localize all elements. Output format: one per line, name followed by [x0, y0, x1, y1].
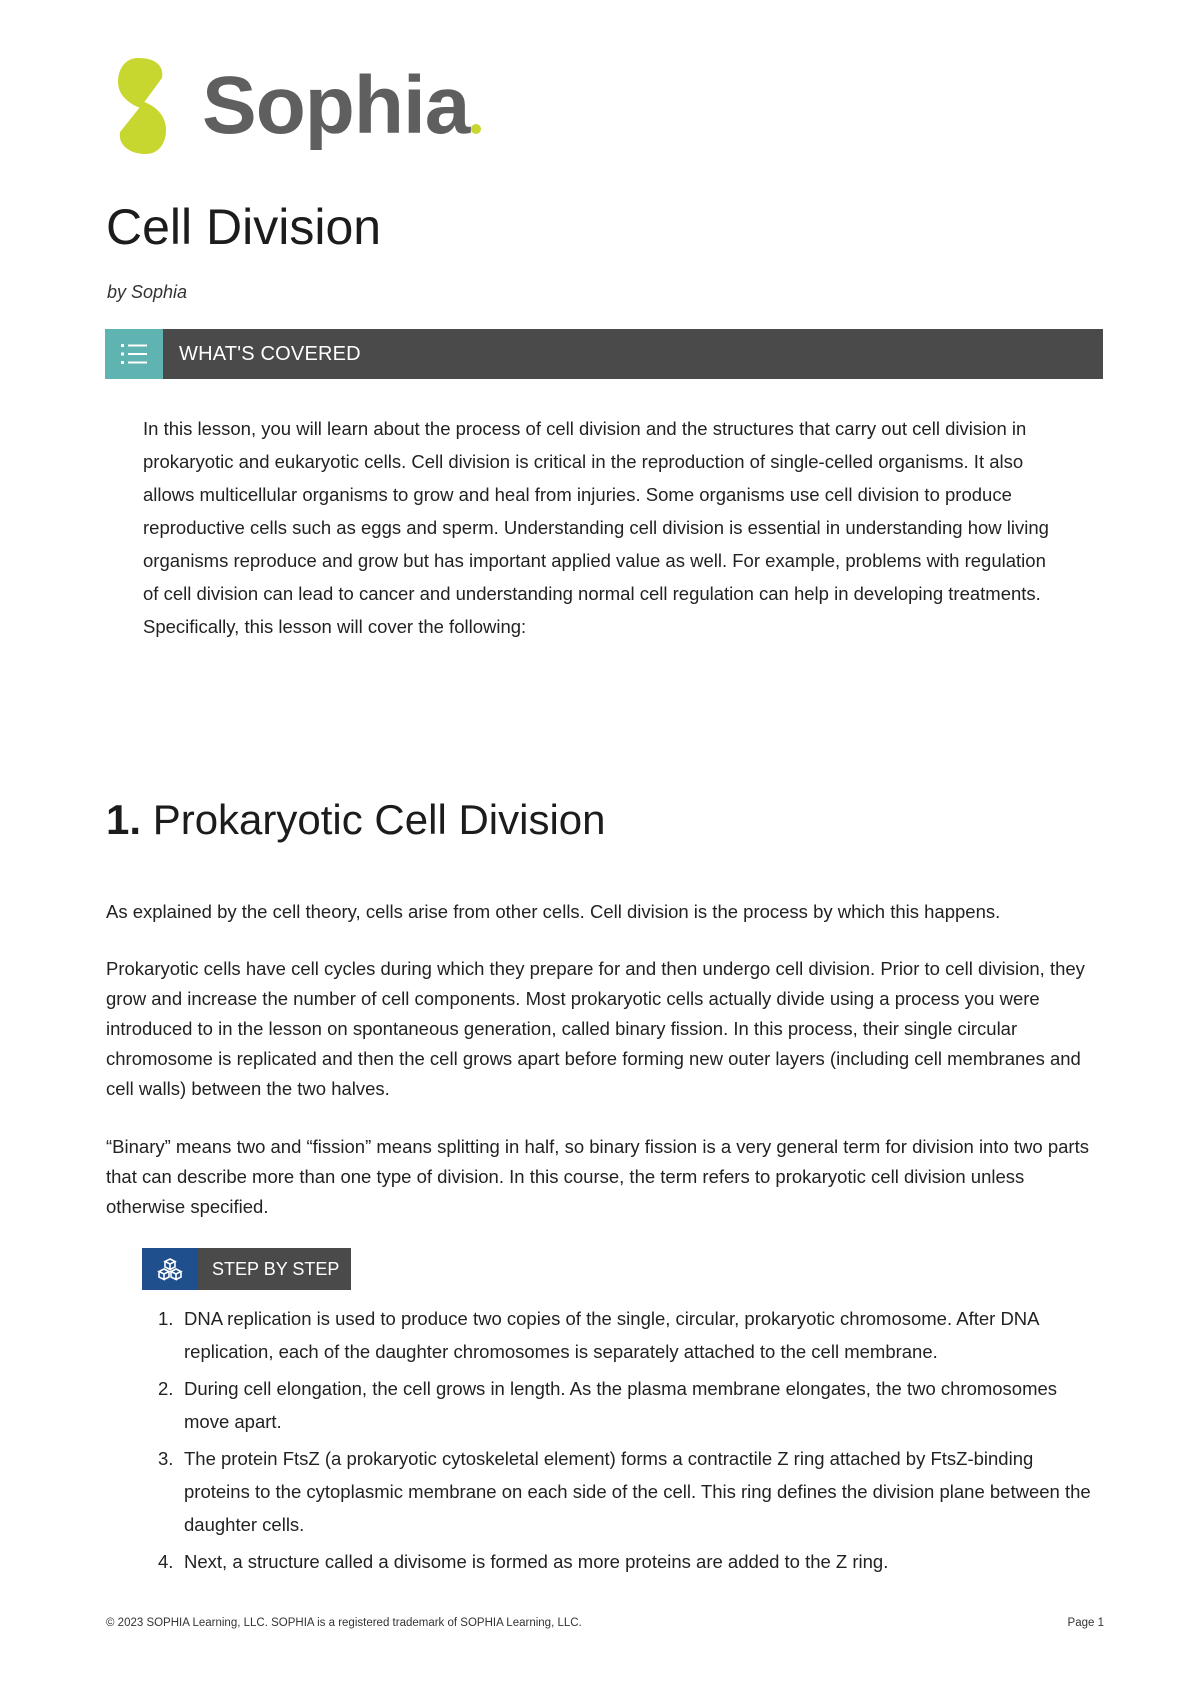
step-number: 3. [158, 1448, 174, 1469]
step-number: 2. [158, 1378, 174, 1399]
intro-paragraph: In this lesson, you will learn about the process of cell division and the structures that carry out cell division in prokaryotic and eukaryotic cells. Cell division is critical in the reproduction of single-celled organisms. It also allows multicellular organisms to grow and heal from injuries. Some organisms use cell division to produce reproductive cells such as eggs and sperm. Understanding cell division is essential in understanding how living organisms reproduce and grow but has important applied value as well. For example, problems with regulation of cell division can lead to cancer and understanding normal cell regulation can help in developing treatments. Specifically, this lesson will cover the following: [143, 418, 1049, 637]
step-by-step-label: STEP BY STEP [212, 1258, 340, 1279]
copyright-notice: © 2023 SOPHIA Learning, LLC. SOPHIA is a registered trademark of SOPHIA Learning, LLC. [106, 1617, 582, 1629]
step-number: 1. [158, 1308, 174, 1329]
whats-covered-banner [105, 329, 1103, 379]
list-item [150, 1372, 1100, 1438]
list-icon [120, 342, 148, 366]
page-footer [106, 1617, 1104, 1629]
brand-name: Sophia [202, 60, 470, 151]
list-item [150, 1442, 1100, 1541]
step-icon-box [142, 1248, 198, 1290]
cubes-icon [157, 1257, 183, 1281]
banner-icon-box [105, 329, 163, 379]
step-list [150, 1302, 1100, 1582]
sophia-logo-mark-icon [104, 56, 178, 156]
step-by-step-banner [142, 1248, 351, 1290]
step-text: During cell elongation, the cell grows in length. As the plasma membrane elongates, the two chromosomes move apart. [184, 1378, 1058, 1432]
whats-covered-label: WHAT'S COVERED [179, 342, 361, 365]
step-text: Next, a structure called a divisome is formed as more proteins are added to the Z ring. [184, 1551, 889, 1572]
logo-dot [471, 124, 481, 134]
sophia-logo [104, 56, 481, 156]
section-title: Prokaryotic Cell Division [152, 796, 606, 843]
step-text: The protein FtsZ (a prokaryotic cytoskeletal element) forms a contractile Z ring attached by FtsZ-binding proteins to the cytoplasmic membrane on each side of the cell. This ring defines the division plane between the daughter cells. [184, 1448, 1091, 1535]
page-title: Cell Division [106, 199, 382, 255]
paragraph-binary-fission: “Binary” means two and “fission” means splitting in half, so binary fission is a very general term for division into two parts that can describe more than one type of division. In this course, the term refers to prokaryotic cell division unless otherwise specified. [106, 1136, 1089, 1217]
step-number: 4. [158, 1551, 174, 1572]
step-text: DNA replication is used to produce two copies of the single, circular, prokaryotic chromosome. After DNA replication, each of the daughter chromosomes is separately attached to the cell membrane. [184, 1308, 1039, 1362]
page-number: Page 1 [1067, 1617, 1104, 1629]
section-heading [106, 796, 606, 844]
paragraph-cell-theory: As explained by the cell theory, cells arise from other cells. Cell division is the process by which this happens. [106, 901, 1001, 922]
paragraph-prokaryotic-cycle: Prokaryotic cells have cell cycles during which they prepare for and then undergo cell division. Prior to cell division, they grow and increase the number of cell components. Most prokaryotic cells actually divide using a process you were introduced to in the lesson on spontaneous generation, called binary fission. In this process, their single circular chromosome is replicated and then the cell grows apart before forming new outer layers (including cell membranes and cell walls) between the two halves. [106, 958, 1085, 1099]
list-item [150, 1302, 1100, 1368]
list-item [150, 1545, 1100, 1578]
byline: by Sophia [107, 282, 188, 302]
section-number: 1. [106, 796, 142, 843]
